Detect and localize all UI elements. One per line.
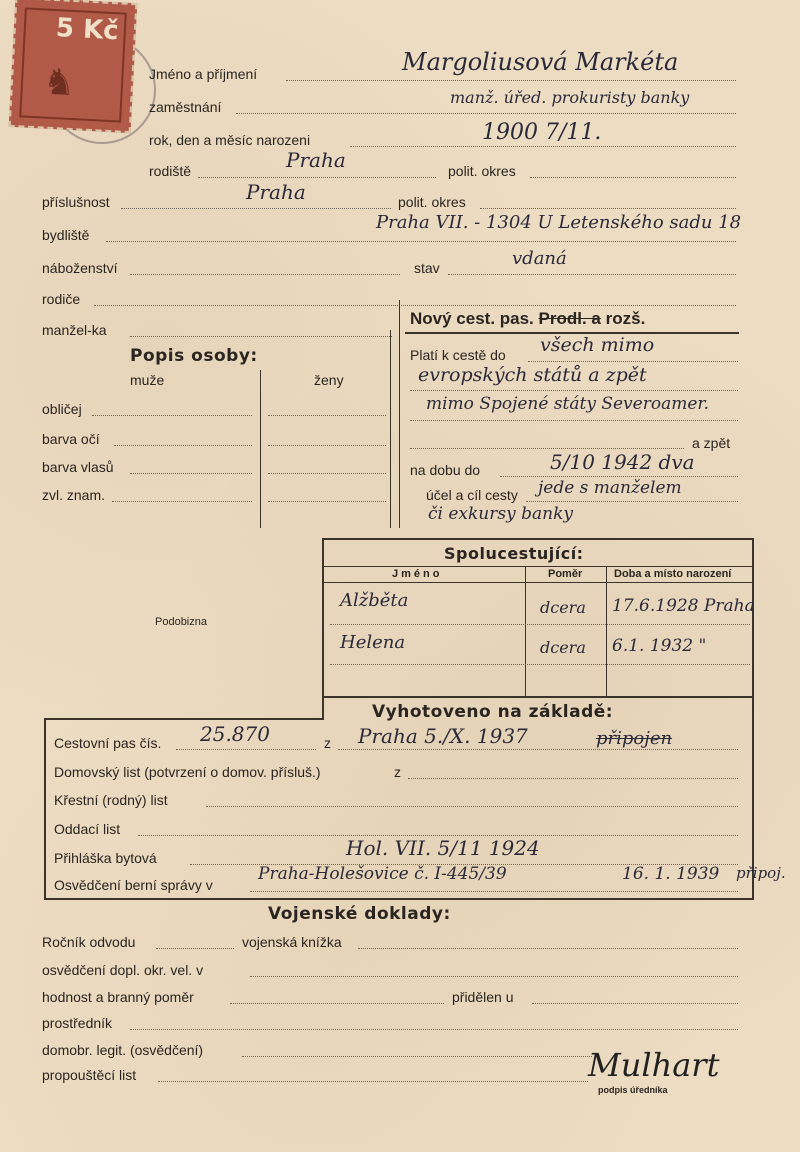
passport-title-new: Nový cest. pas. (410, 309, 534, 328)
birthdate-label: rok, den a měsíc narozeni (149, 132, 311, 148)
basis-berni-label: Osvědčení berní správy v (54, 877, 213, 893)
basis-prihlaska-label: Přihláška bytová (54, 850, 157, 866)
military-prostrednik-label: prostředník (42, 1015, 113, 1031)
occupation-label: zaměstnání (149, 99, 222, 115)
basis-berni-note: připoj. (736, 864, 786, 882)
period-label: na dobu do (410, 462, 481, 478)
revenue-stamp (9, 0, 138, 133)
companions-col-name: Jméno (392, 568, 443, 580)
military-domobr-label: domobr. legit. (osvědčení) (42, 1042, 204, 1058)
companion-1-name: Alžběta (340, 590, 409, 611)
birthplace-label: rodiště (149, 163, 192, 179)
residence-label: bydliště (42, 227, 90, 243)
purpose-label: účel a cíl cesty (426, 487, 518, 503)
period-value: 5/10 1942 dva (550, 450, 695, 474)
basis-passport-note: připojen (596, 728, 673, 749)
passport-title-rozs: rozš. (605, 309, 646, 328)
religion-label: náboženství (42, 260, 118, 276)
official-signature: Mulhart (588, 1046, 720, 1084)
valid-line1: všech mimo (540, 334, 655, 356)
name-label: Jméno a příjmení (149, 66, 258, 82)
description-row-face: obličej (42, 401, 82, 417)
birthplace-value: Praha (286, 148, 346, 172)
name-value: Margoliusová Markéta (402, 48, 679, 76)
companion-1-birth: 17.6.1928 Praha (612, 596, 755, 616)
military-rocnik-label: Ročník odvodu (42, 934, 136, 950)
birthdate-value: 1900 7/11. (482, 120, 602, 145)
military-prideleni-label: přidělen u (452, 989, 514, 1005)
description-women: ženy (314, 372, 344, 388)
occupation-value: manž. úřed. prokuristy banky (450, 88, 690, 107)
valid-line2: evropských států a zpět (418, 364, 647, 386)
companions-title: Spolucestující: (444, 544, 584, 563)
district-label-1: polit. okres (448, 163, 516, 179)
description-title: Popis osoby: (130, 346, 258, 366)
signature-label: podpis úředníka (598, 1085, 668, 1095)
status-label: stav (414, 260, 440, 276)
basis-berni-value: Praha-Holešovice č. I-445/39 (258, 864, 507, 884)
description-row-hair: barva vlasů (42, 459, 114, 475)
spouse-label: manžel-ka (42, 322, 107, 338)
basis-passport-from: Praha 5./X. 1937 (358, 724, 528, 748)
description-men: muže (130, 372, 165, 388)
status-value: vdaná (512, 248, 567, 269)
district-label-2: polit. okres (398, 194, 466, 210)
basis-oddaci-label: Oddací list (54, 821, 121, 837)
citizenship-label: příslušnost (42, 194, 110, 210)
companions-col-birth: Doba a místo narození (614, 568, 732, 580)
companions-col-relation: Poměr (548, 568, 583, 580)
military-propousteci-label: propouštěcí list (42, 1067, 137, 1083)
military-osvedceni-label: osvědčení dopl. okr. vel. v (42, 962, 204, 978)
basis-domovsky-label: Domovský list (potvrzení o domov. přísluš.) (54, 764, 321, 780)
citizenship-value: Praha (246, 180, 306, 204)
purpose-line1: jede s manželem (538, 478, 682, 498)
passport-title-prodl: Prodl. a (538, 309, 601, 328)
basis-berni-date: 16. 1. 1939 (622, 864, 720, 884)
basis-domovsky-z: z (394, 764, 401, 780)
basis-title: Vyhotoveno na základě: (372, 702, 614, 722)
passport-title (410, 310, 645, 327)
military-knizka-label: vojenská knížka (242, 934, 342, 950)
military-title: Vojenské doklady: (268, 904, 451, 924)
valid-label: Platí k cestě do (410, 347, 506, 363)
valid-line3: mimo Spojené státy Severoamer. (426, 394, 710, 414)
basis-passport-label: Cestovní pas čís. (54, 735, 162, 751)
companion-2-relation: dcera (540, 638, 586, 657)
basis-passport-z: z (324, 735, 331, 751)
lion-emblem-icon: ♞ (42, 60, 77, 104)
residence-value: Praha VII. - 1304 U Letenského sadu 18 (376, 212, 742, 233)
photo-label: Podobizna (155, 616, 207, 628)
companion-1-relation: dcera (540, 598, 586, 617)
basis-prihlaska-value: Hol. VII. 5/11 1924 (346, 836, 540, 860)
basis-passport-number: 25.870 (200, 722, 270, 746)
return-label: a zpět (692, 435, 731, 451)
companion-2-name: Helena (340, 632, 406, 653)
description-row-marks: zvl. znam. (42, 487, 106, 503)
parents-label: rodiče (42, 291, 81, 307)
military-hodnost-label: hodnost a branný poměr (42, 989, 194, 1005)
description-row-eyes: barva očí (42, 431, 100, 447)
companion-2-birth: 6.1. 1932 " (612, 636, 707, 656)
stamp-value: 5 Kč (55, 13, 120, 47)
basis-krestni-label: Křestní (rodný) list (54, 792, 168, 808)
purpose-line2: či exkursy banky (428, 504, 573, 524)
